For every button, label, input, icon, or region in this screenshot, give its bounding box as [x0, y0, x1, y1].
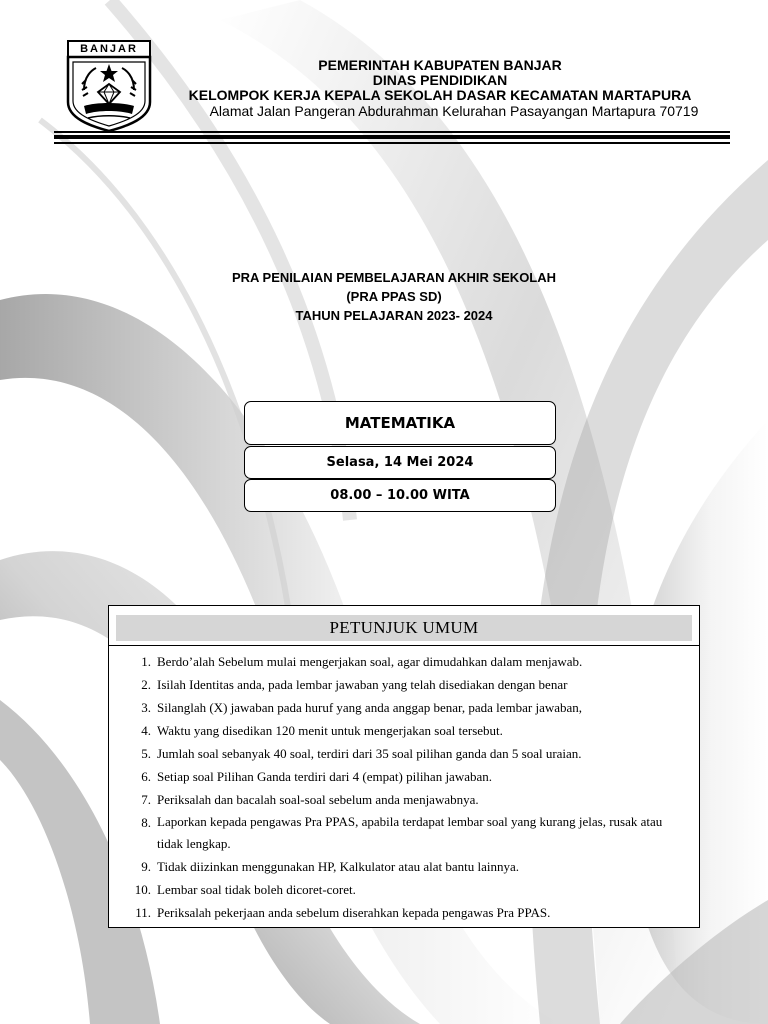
- exam-title-line: PRA PENILAIAN PEMBELAJARAN AKHIR SEKOLAH: [231, 270, 557, 285]
- subject-box: MATEMATIKA: [244, 401, 556, 445]
- instruction-text: Periksalah dan bacalah soal-soal sebelum anda menjawabnya.: [157, 792, 479, 808]
- instruction-number: 10.: [134, 882, 151, 898]
- instruction-item: [109, 811, 699, 855]
- exam-title: [0, 268, 768, 325]
- instruction-item: [109, 788, 699, 811]
- instructions-heading: PETUNJUK UMUM: [116, 615, 692, 641]
- instruction-text: Isilah Identitas anda, pada lembar jawaban yang telah disediakan dengan benar: [157, 677, 568, 693]
- instruction-number: 1.: [141, 654, 151, 670]
- letterhead-government: PEMERINTAH KABUPATEN BANJAR: [318, 57, 562, 73]
- letterhead: [160, 58, 720, 120]
- banjar-logo: [66, 40, 152, 132]
- instruction-item: [109, 901, 699, 924]
- letterhead-divider-thin-top: [54, 131, 730, 133]
- instruction-number: 2.: [141, 677, 151, 693]
- instruction-text: Waktu yang disedikan 120 menit untuk mengerjakan soal tersebut.: [157, 723, 503, 739]
- instruction-text: Tidak diizinkan menggunakan HP, Kalkulator atau alat bantu lainnya.: [157, 859, 519, 875]
- letterhead-department: DINAS PENDIDIKAN: [372, 72, 508, 88]
- instruction-item: [109, 742, 699, 765]
- instruction-item: [109, 878, 699, 901]
- instruction-text: Lembar soal tidak boleh dicoret-coret.: [157, 882, 356, 898]
- instruction-text: Silanglah (X) jawaban pada huruf yang anda anggap benar, pada lembar jawaban,: [157, 700, 583, 716]
- instruction-item: [109, 696, 699, 719]
- letterhead-divider-thin-bottom: [54, 142, 730, 144]
- instruction-number: 11.: [135, 905, 151, 921]
- date-box: Selasa, 14 Mei 2024: [244, 446, 556, 479]
- instruction-item: [109, 673, 699, 696]
- instruction-text: Periksalah pekerjaan anda sebelum diserahkan kepada pengawas Pra PPAS.: [157, 905, 551, 921]
- letterhead-address: Alamat Jalan Pangeran Abdurahman Kelurahan Pasayangan Martapura 70719: [209, 103, 699, 119]
- exam-title-line: TAHUN PELAJARAN 2023- 2024: [295, 308, 493, 323]
- instruction-number: 6.: [141, 769, 151, 785]
- instruction-text: Berdo’alah Sebelum mulai mengerjakan soal, agar dimudahkan dalam menjawab.: [157, 654, 583, 670]
- instruction-text: Setiap soal Pilihan Ganda terdiri dari 4 (empat) pilihan jawaban.: [157, 769, 493, 785]
- instruction-item: [109, 650, 699, 673]
- time-box: 08.00 – 10.00 WITA: [244, 479, 556, 512]
- letterhead-working-group: KELOMPOK KERJA KEPALA SEKOLAH DASAR KECAMATAN MARTAPURA: [188, 87, 692, 103]
- instruction-number: 5.: [141, 746, 151, 762]
- instruction-number: 8.: [141, 815, 151, 831]
- instruction-number: 7.: [141, 792, 151, 808]
- instruction-item: [109, 719, 699, 742]
- exam-title-line: (PRA PPAS SD): [346, 289, 442, 304]
- instruction-item: [109, 765, 699, 788]
- instructions-list: [109, 646, 699, 924]
- instruction-number: 9.: [141, 859, 151, 875]
- letterhead-divider-thick: [54, 135, 730, 139]
- logo-label: BANJAR: [80, 43, 138, 55]
- instruction-item: [109, 855, 699, 878]
- instructions-panel: [108, 605, 700, 928]
- instruction-number: 4.: [141, 723, 151, 739]
- instruction-number: 3.: [141, 700, 151, 716]
- instruction-text: Laporkan kepada pengawas Pra PPAS, apabila terdapat lembar soal yang kurang jelas, rusak atau tidak lengkap.: [157, 814, 663, 852]
- instruction-text: Jumlah soal sebanyak 40 soal, terdiri dari 35 soal pilihan ganda dan 5 soal uraian.: [157, 746, 582, 762]
